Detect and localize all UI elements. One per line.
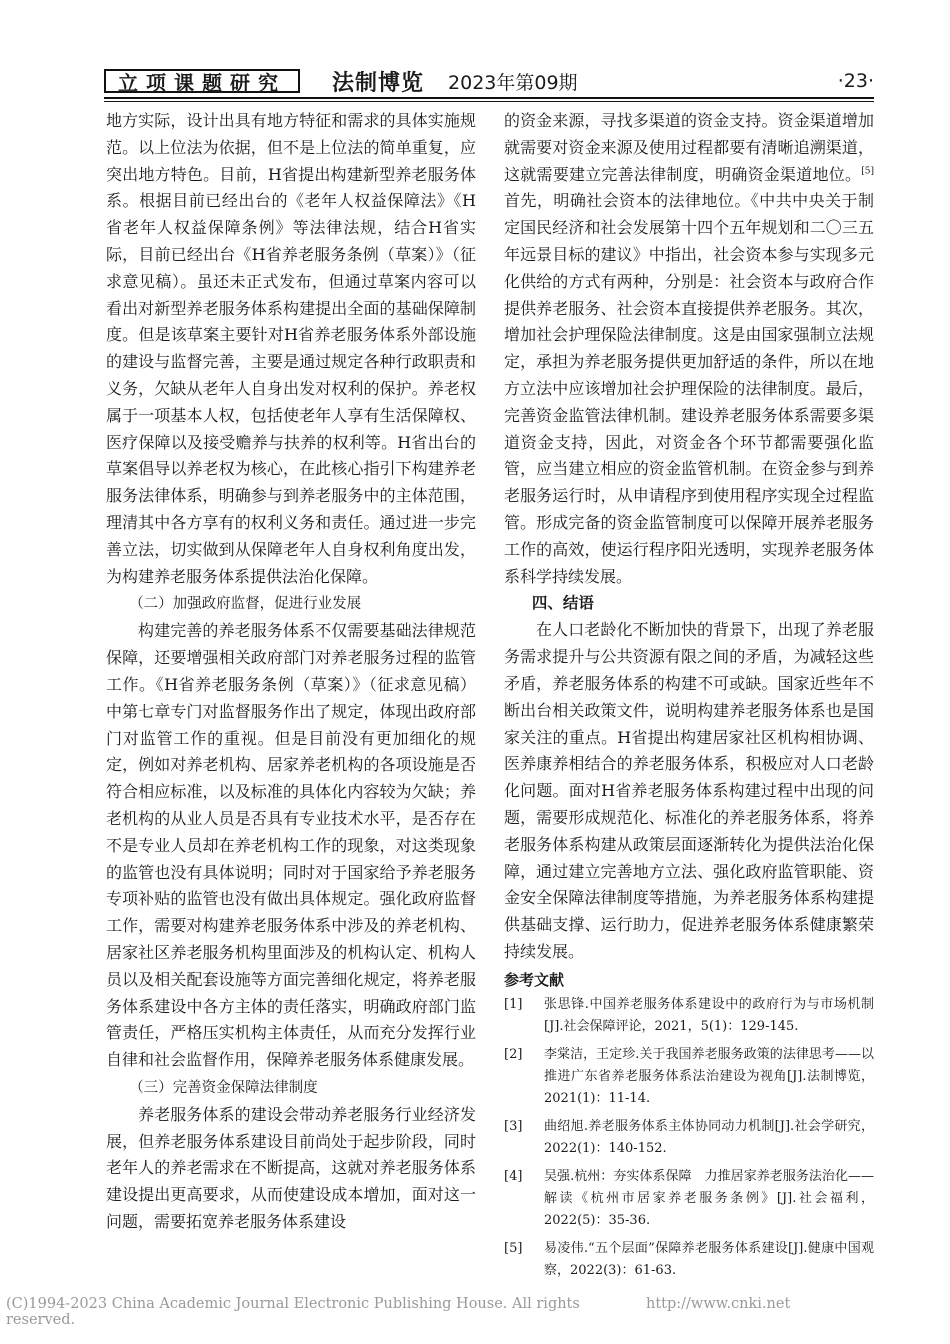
reference-item (504, 1166, 874, 1232)
copyright-footer (6, 1296, 646, 1328)
section-heading-conclusion: 四、结语 (531, 594, 594, 613)
running-header (104, 67, 874, 95)
subsection-heading-2: （二）加强政府监督，促进行业发展 (129, 596, 362, 613)
right-paragraph-1a: 的资金来源，寻找多渠道的资金支持。资金渠道增加就需要对资金来源及使用过程都要有清晰追溯渠道，这就需要建立完善法律制度，明确资金渠道地位。 (504, 111, 874, 184)
citation-5: [5] (861, 166, 874, 177)
right-paragraph-1 (504, 108, 874, 590)
reference-text: 李棠洁，王定珍.关于我国养老服务政策的法律思考——以推进广东省养老服务体系法治建设为视角[J].法制博览，2021(1)：11-14. (544, 1046, 874, 1106)
cnki-link[interactable]: http://www.cnki.net (646, 1296, 791, 1312)
reference-number: [2] (504, 1046, 523, 1062)
reference-text: 张思锋.中国养老服务体系建设中的政府行为与市场机制[J].社会保障评论，2021，5(1)：129-145. (544, 996, 874, 1034)
header-rule-thick (104, 97, 874, 99)
conclusion-paragraph: 在人口老龄化不断加快的背景下，出现了养老服务需求提升与公共资源有限之间的矛盾，为减轻这些矛盾，养老服务体系的构建不可或缺。国家近些年不断出台相关政策文件，说明构建养老服务体系也是国家关注的重点。H省提出构建居家社区机构相协调、医养康养相结合的养老服务体系，积极应对人口老龄化问题。面对H省养老服务体系构建过程中出现的问题，需要形成规范化、标准化的养老服务体系，将养老服务体系构建从政策层面逐渐转化为提供法治化保障，通过建立完善地方立法、强化政府监管职能、资金安全保障法律制度等措施，为养老服务体系构建提供基础支撑、运行助力，促进养老服务体系健康繁荣持续发展。 (504, 620, 874, 961)
copyright-text: (C)1994-2023 China Academic Journal Electronic Publishing House. All rights reserved. (6, 1296, 580, 1328)
reference-number: [3] (504, 1118, 523, 1134)
issue-label: 2023年第09期 (448, 71, 578, 94)
reference-item (504, 1238, 874, 1282)
right-column (504, 108, 874, 1288)
right-paragraph-1b: 首先，明确社会资本的法律地位。《中共中央关于制定国民经济和社会发展第十四个五年规划和二〇三五年远景目标的建议》中指出，社会资本参与实现多元化供给的方式有两种，分别是：社会资本与政府合作提供养老服务、社会资本直接提供养老服务。其次，增加社会护理保险法律制度。这是由国家强制立法规定，承担为养老服务提供更加舒适的条件，所以在地方立法中应该增加社会护理保险的法律制度。最后，完善资金监管法律机制。建设养老服务体系需要多渠道资金支持，因此，对资金各个环节都需要强化监管，应当建立相应的资金监管机制。在资金参与到养老服务运行时，从申请程序到使用程序实现全过程监管。形成完备的资金监管制度可以保障开展养老服务工作的高效，使运行程序阳光透明，实现养老服务体系科学持续发展。 (504, 191, 874, 586)
left-column (106, 108, 476, 1236)
reference-text: 易凌伟.“五个层面”保障养老服务体系建设[J].健康中国观察，2022(3)：61-63. (544, 1240, 874, 1278)
reference-item (504, 994, 874, 1038)
left-paragraph-1: 地方实际，设计出具有地方特征和需求的具体实施规范。以上位法为依据，但不是上位法的简单重复，应突出地方特色。目前，H省提出构建新型养老服务体系。根据目前已经出台的《老年人权益保障法》《H省老年人权益保障条例》等法律法规，结合H省实际，目前已经出台《H省养老服务条例（草案）》（征求意见稿）。虽还未正式发布，但通过草案内容可以看出对新型养老服务体系构建提出全面的基础保障制度。但是该草案主要针对H省养老服务体系外部设施的建设与监督完善，主要是通过规定各种行政职责和义务，欠缺从老年人自身出发对权利的保护。养老权属于一项基本人权，包括使老年人享有生活保障权、医疗保障以及接受赡养与扶养的权利等。H省出台的草案倡导以养老权为核心，在此核心指引下构建养老服务法律体系，明确参与到养老服务中的主体范围，理清其中各方享有的权利义务和责任。通过进一步完善立法，切实做到从保障老年人自身权利角度出发，为构建养老服务体系提供法治化保障。 (106, 111, 476, 586)
reference-text: 吴强.杭州：夯实体系保障 力推居家养老服务法治化——解读《杭州市居家养老服务条例》[J].社会福利，2022(5)：35-36. (544, 1168, 874, 1228)
reference-number: [4] (504, 1168, 523, 1184)
column-tag: 立项课题研究 (104, 69, 300, 93)
left-paragraph-2: 构建完善的养老服务体系不仅需要基础法律规范保障，还要增强相关政府部门对养老服务过程的监管工作。《H省养老服务条例（草案）》（征求意见稿）中第七章专门对监督服务作出了规定，体现出政府部门对监管工作的重视。但是目前没有更加细化的规定，例如对养老机构、居家养老机构的各项设施是否符合相应标准，以及标准的具体化内容较为欠缺；养老机构的从业人员是否具有专业技术水平，是否存在不是专业人员却在养老机构工作的现象，对这类现象的监管也没有具体说明；同时对于国家给予养老服务专项补贴的监管也没有做出具体规定。强化政府监督工作，需要对构建养老服务体系中涉及的养老机构、居家社区养老服务机构里面涉及的机构认定、机构人员以及相关配套设施等方面完善细化规定，将养老服务体系建设中各方主体的责任落实，明确政府部门监管责任，严格压实机构主体责任，从而充分发挥行业自律和社会监督作用，保障养老服务体系健康发展。 (106, 621, 476, 1070)
reference-number: [5] (504, 1240, 523, 1256)
reference-item (504, 1044, 874, 1110)
page-number: ·23· (837, 70, 874, 92)
reference-item (504, 1116, 874, 1160)
journal-name: 法制博览 (332, 70, 425, 96)
header-rule-thin (104, 101, 874, 102)
subsection-heading-3: （三）完善资金保障法律制度 (129, 1079, 318, 1096)
reference-number: [1] (504, 996, 523, 1012)
reference-text: 曲绍旭.养老服务体系主体协同动力机制[J].社会学研究，2022(1)：140-152. (544, 1118, 874, 1156)
references-heading: 参考文献 (504, 970, 565, 989)
reference-list (504, 994, 874, 1282)
left-paragraph-3: 养老服务体系的建设会带动养老服务行业经济发展，但养老服务体系建设目前尚处于起步阶段，同时老年人的养老需求在不断提高，这就对养老服务体系建设提出更高要求，从而使建设成本增加，面对这一问题，需要拓宽养老服务体系建设 (106, 1104, 476, 1232)
